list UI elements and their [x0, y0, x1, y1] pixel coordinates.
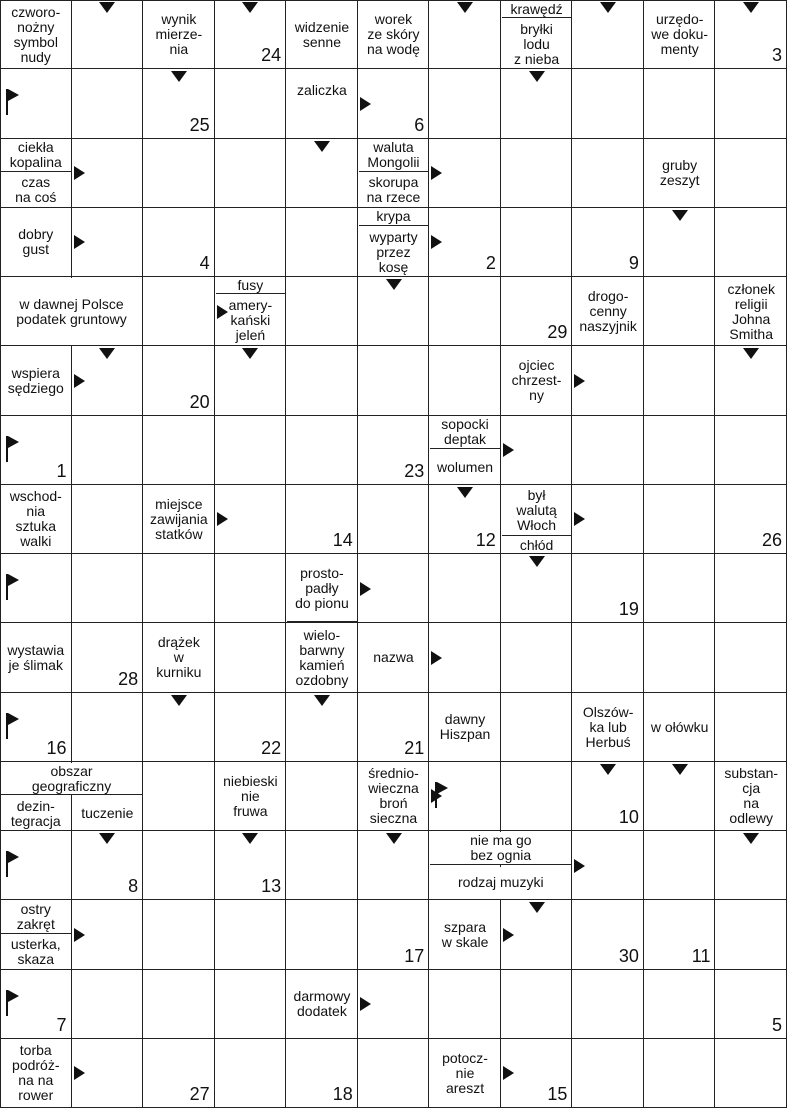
clue-box: darmowy dodatek [287, 971, 357, 1038]
grid-cell[interactable] [358, 346, 430, 415]
grid-cell[interactable] [286, 900, 358, 969]
clue-box: tuczenie [73, 797, 143, 830]
clue-box: czas na coś [1, 174, 71, 207]
grid-cell[interactable] [644, 416, 716, 485]
clue-box: wielo- barwny kamień ozdobny [287, 624, 357, 691]
grid-cell[interactable] [358, 1039, 430, 1108]
grid-cell[interactable] [72, 416, 144, 485]
grid-cell[interactable] [572, 623, 644, 692]
arrow-right-icon [503, 443, 514, 457]
grid-cell[interactable] [215, 139, 287, 208]
clue-box: torba podróż- na na rower [1, 1040, 71, 1107]
clue-box: gruby zeszyt [645, 140, 715, 207]
clue-box: w dawnej Polsce podatek gruntowy [1, 278, 142, 345]
clue-box: ciekła kopalina [1, 140, 71, 173]
grid-cell[interactable] [644, 69, 716, 138]
grid-cell[interactable] [286, 277, 358, 346]
grid-cell[interactable] [72, 69, 144, 138]
answer-number: 28 [118, 668, 139, 689]
grid-cell[interactable] [72, 970, 144, 1039]
arrow-down-icon [242, 2, 258, 13]
grid-cell[interactable] [644, 346, 716, 415]
grid-cell[interactable] [644, 485, 716, 554]
arrow-down-icon [386, 279, 402, 290]
arrow-down-icon [600, 2, 616, 13]
answer-number: 10 [618, 807, 639, 827]
clue-box: ojciec chrzest- ny [502, 347, 572, 414]
clue-box: drogo- cenny naszyjnik [573, 278, 643, 345]
clue-box: prosto- padły do pionu [287, 555, 357, 622]
answer-number: 19 [618, 599, 639, 620]
answer-number: 18 [332, 1084, 353, 1104]
answer-number: 21 [404, 737, 425, 758]
grid-cell[interactable] [501, 139, 573, 208]
grid-cell[interactable] [143, 762, 215, 831]
clue-box: krawędź [502, 1, 572, 18]
answer-number: 9 [628, 253, 639, 273]
clue-box: w ołówku [645, 694, 715, 761]
grid-cell[interactable] [358, 485, 430, 554]
answer-number: 6 [414, 114, 425, 135]
clue-box: substan- cja na odlewy [716, 763, 786, 830]
arrow-down-icon [386, 833, 402, 844]
answer-number: 25 [189, 114, 210, 135]
grid-cell[interactable] [143, 554, 215, 623]
answer-number: 5 [771, 1014, 782, 1035]
grid-cell[interactable] [572, 970, 644, 1039]
grid-cell[interactable] [572, 69, 644, 138]
answer-number: 3 [771, 45, 782, 66]
grid-cell[interactable] [286, 208, 358, 277]
grid-cell[interactable] [715, 1039, 787, 1108]
arrow-right-icon [503, 928, 514, 942]
clue-box: czworo- nożny symbol nudy [1, 1, 71, 68]
answer-number: 23 [404, 460, 425, 481]
grid-cell[interactable] [143, 900, 215, 969]
clue-box: miejsce zawijania statków [144, 486, 214, 553]
grid-cell[interactable] [215, 554, 287, 623]
grid-cell[interactable] [501, 762, 573, 831]
clue-box: wynik mierze- nia [144, 1, 214, 68]
answer-number: 15 [547, 1084, 568, 1104]
clue-box: sopocki deptak [430, 417, 500, 450]
grid-cell[interactable] [143, 416, 215, 485]
arrow-down-icon [314, 141, 330, 152]
arrow-right-icon [74, 166, 85, 180]
grid-cell[interactable] [715, 900, 787, 969]
arrow-down-icon [743, 2, 759, 13]
grid-cell[interactable] [72, 554, 144, 623]
clue-box: nie ma go bez ognia [430, 832, 571, 865]
arrow-down-icon [457, 2, 473, 13]
arrow-right-icon [574, 374, 585, 388]
clue-box: potocz- nie areszt [430, 1040, 500, 1107]
answer-number: 30 [618, 945, 639, 966]
grid-cell[interactable] [644, 970, 716, 1039]
grid-cell[interactable] [644, 277, 716, 346]
arrow-down-icon [99, 2, 115, 13]
arrow-down-icon [314, 695, 330, 706]
grid-cell[interactable] [429, 554, 501, 623]
answer-number: 13 [261, 876, 282, 897]
answer-number: 26 [761, 530, 782, 550]
grid-cell[interactable] [286, 416, 358, 485]
grid-cell[interactable] [715, 416, 787, 485]
clue-box: dezin- tegracja [1, 797, 71, 830]
clue-box: dobry gust [1, 209, 71, 276]
arrow-right-icon [431, 651, 442, 665]
clue-box: obszar geograficzny [1, 763, 142, 796]
clue-box: wschod- nia sztuka walki [1, 486, 71, 553]
answer-number: 7 [56, 1014, 67, 1035]
grid-cell[interactable] [143, 139, 215, 208]
grid-cell[interactable] [715, 554, 787, 623]
arrow-right-icon [74, 235, 85, 249]
answer-number: 24 [261, 45, 282, 66]
arrow-right-icon [574, 512, 585, 526]
grid-cell[interactable] [286, 762, 358, 831]
clue-box: wolumen [430, 451, 500, 484]
clue-box: zaliczka [287, 70, 357, 110]
answer-number: 11 [691, 945, 711, 966]
answer-number: 8 [128, 876, 139, 897]
grid-cell[interactable] [715, 208, 787, 277]
arrow-right-icon [360, 97, 371, 111]
arrow-down-icon [242, 833, 258, 844]
grid-cell[interactable] [143, 277, 215, 346]
grid-cell[interactable] [215, 208, 287, 277]
arrow-right-icon [503, 1066, 514, 1080]
arrow-right-icon [431, 235, 442, 249]
clue-box: nazwa [359, 624, 429, 691]
arrow-right-icon [431, 166, 442, 180]
arrow-right-icon [574, 859, 585, 873]
answer-number: 17 [404, 945, 425, 966]
grid-cell[interactable] [286, 831, 358, 900]
clue-box: widzenie senne [287, 1, 357, 68]
answer-number: 12 [475, 530, 496, 550]
grid-cell[interactable] [72, 485, 144, 554]
arrow-down-icon [743, 348, 759, 359]
arrow-down-icon [171, 695, 187, 706]
grid-cell[interactable] [429, 970, 501, 1039]
clue-box: skorupa na rzece [359, 174, 429, 207]
clue-box: bryłki lodu z nieba [502, 20, 572, 68]
arrow-down-icon [529, 556, 545, 567]
arrow-right-icon [217, 512, 228, 526]
arrow-down-icon [529, 71, 545, 82]
clue-box: wyparty przez kosę [359, 228, 429, 276]
clue-box: drążek w kurniku [144, 624, 214, 691]
answer-number: 27 [189, 1084, 210, 1104]
arrow-down-icon [99, 833, 115, 844]
answer-number: 4 [199, 253, 210, 273]
arrow-down-icon [171, 71, 187, 82]
clue-box: krypa [359, 209, 429, 226]
arrow-down-icon [457, 487, 473, 498]
grid-cell[interactable] [501, 623, 573, 692]
clue-box: worek ze skóry na wodę [359, 1, 429, 68]
grid-cell[interactable] [644, 831, 716, 900]
arrow-right-icon [360, 997, 371, 1011]
grid-cell[interactable] [572, 416, 644, 485]
arrow-down-icon [242, 348, 258, 359]
answer-number: 2 [485, 253, 496, 273]
clue-box: fusy [216, 278, 286, 294]
clue-box: amery- kański jeleń [216, 296, 286, 345]
clue-box: wspiera sędziego [1, 347, 71, 414]
grid-cell[interactable] [215, 1039, 287, 1108]
grid-cell[interactable] [644, 623, 716, 692]
grid-cell[interactable] [501, 693, 573, 762]
grid-cell[interactable] [72, 693, 144, 762]
grid-cell[interactable] [572, 1039, 644, 1108]
grid-cell[interactable] [429, 69, 501, 138]
arrow-down-icon [529, 902, 545, 913]
arrow-right-icon [217, 305, 228, 319]
grid-cell[interactable] [0, 554, 72, 623]
grid-cell[interactable] [143, 831, 215, 900]
clue-box: dawny Hiszpan [430, 694, 500, 761]
arrow-right-icon [360, 582, 371, 596]
grid-cell[interactable] [644, 1039, 716, 1108]
grid-cell[interactable] [215, 623, 287, 692]
clue-box: szpara w skale [430, 901, 500, 968]
answer-number: 22 [261, 737, 282, 758]
grid-cell[interactable] [215, 970, 287, 1039]
arrow-down-icon [672, 210, 688, 221]
grid-cell[interactable] [0, 69, 72, 138]
arrow-right-icon [74, 1066, 85, 1080]
clue-box: ostry zakręt [1, 901, 71, 934]
clue-box: był walutą Włoch [502, 486, 572, 537]
grid-cell[interactable] [715, 69, 787, 138]
arrow-right-icon [74, 928, 85, 942]
arrow-down-icon [672, 764, 688, 775]
arrow-down-icon [600, 764, 616, 775]
clue-box: Olszów- ka lub Herbuś [573, 694, 643, 761]
grid-cell[interactable] [143, 970, 215, 1039]
grid-cell[interactable] [715, 693, 787, 762]
clue-box: chłód [502, 538, 572, 553]
grid-cell[interactable] [501, 970, 573, 1039]
answer-number: 20 [189, 391, 210, 412]
clue-box: wystawia je ślimak [1, 624, 71, 691]
arrow-down-icon [99, 348, 115, 359]
grid-cell[interactable] [215, 69, 287, 138]
arrow-right-icon [74, 374, 85, 388]
answer-number: 29 [547, 322, 568, 343]
grid-cell[interactable] [0, 831, 72, 900]
clue-box: usterka, skaza [1, 936, 71, 969]
clue-box: urzędo- we doku- menty [645, 1, 715, 68]
answer-number: 14 [332, 530, 353, 550]
clue-box: rodzaj muzyki [430, 867, 571, 900]
grid-cell[interactable] [215, 900, 287, 969]
grid-cell[interactable] [501, 208, 573, 277]
clue-box: członek religii Johna Smitha [716, 278, 786, 345]
grid-cell[interactable] [286, 346, 358, 415]
grid-cell[interactable] [429, 346, 501, 415]
grid-cell[interactable] [429, 277, 501, 346]
answer-number: 16 [46, 737, 67, 758]
clue-box: średnio- wieczna broń sieczna [359, 763, 429, 830]
clue-box: niebieski nie fruwa [216, 763, 286, 830]
grid-cell[interactable] [572, 139, 644, 208]
grid-cell[interactable] [215, 416, 287, 485]
grid-cell[interactable] [715, 139, 787, 208]
clue-box: waluta Mongolii [359, 140, 429, 173]
grid-cell[interactable] [715, 623, 787, 692]
answer-number: 1 [56, 460, 67, 481]
grid-cell[interactable] [644, 554, 716, 623]
arrow-down-icon [743, 833, 759, 844]
